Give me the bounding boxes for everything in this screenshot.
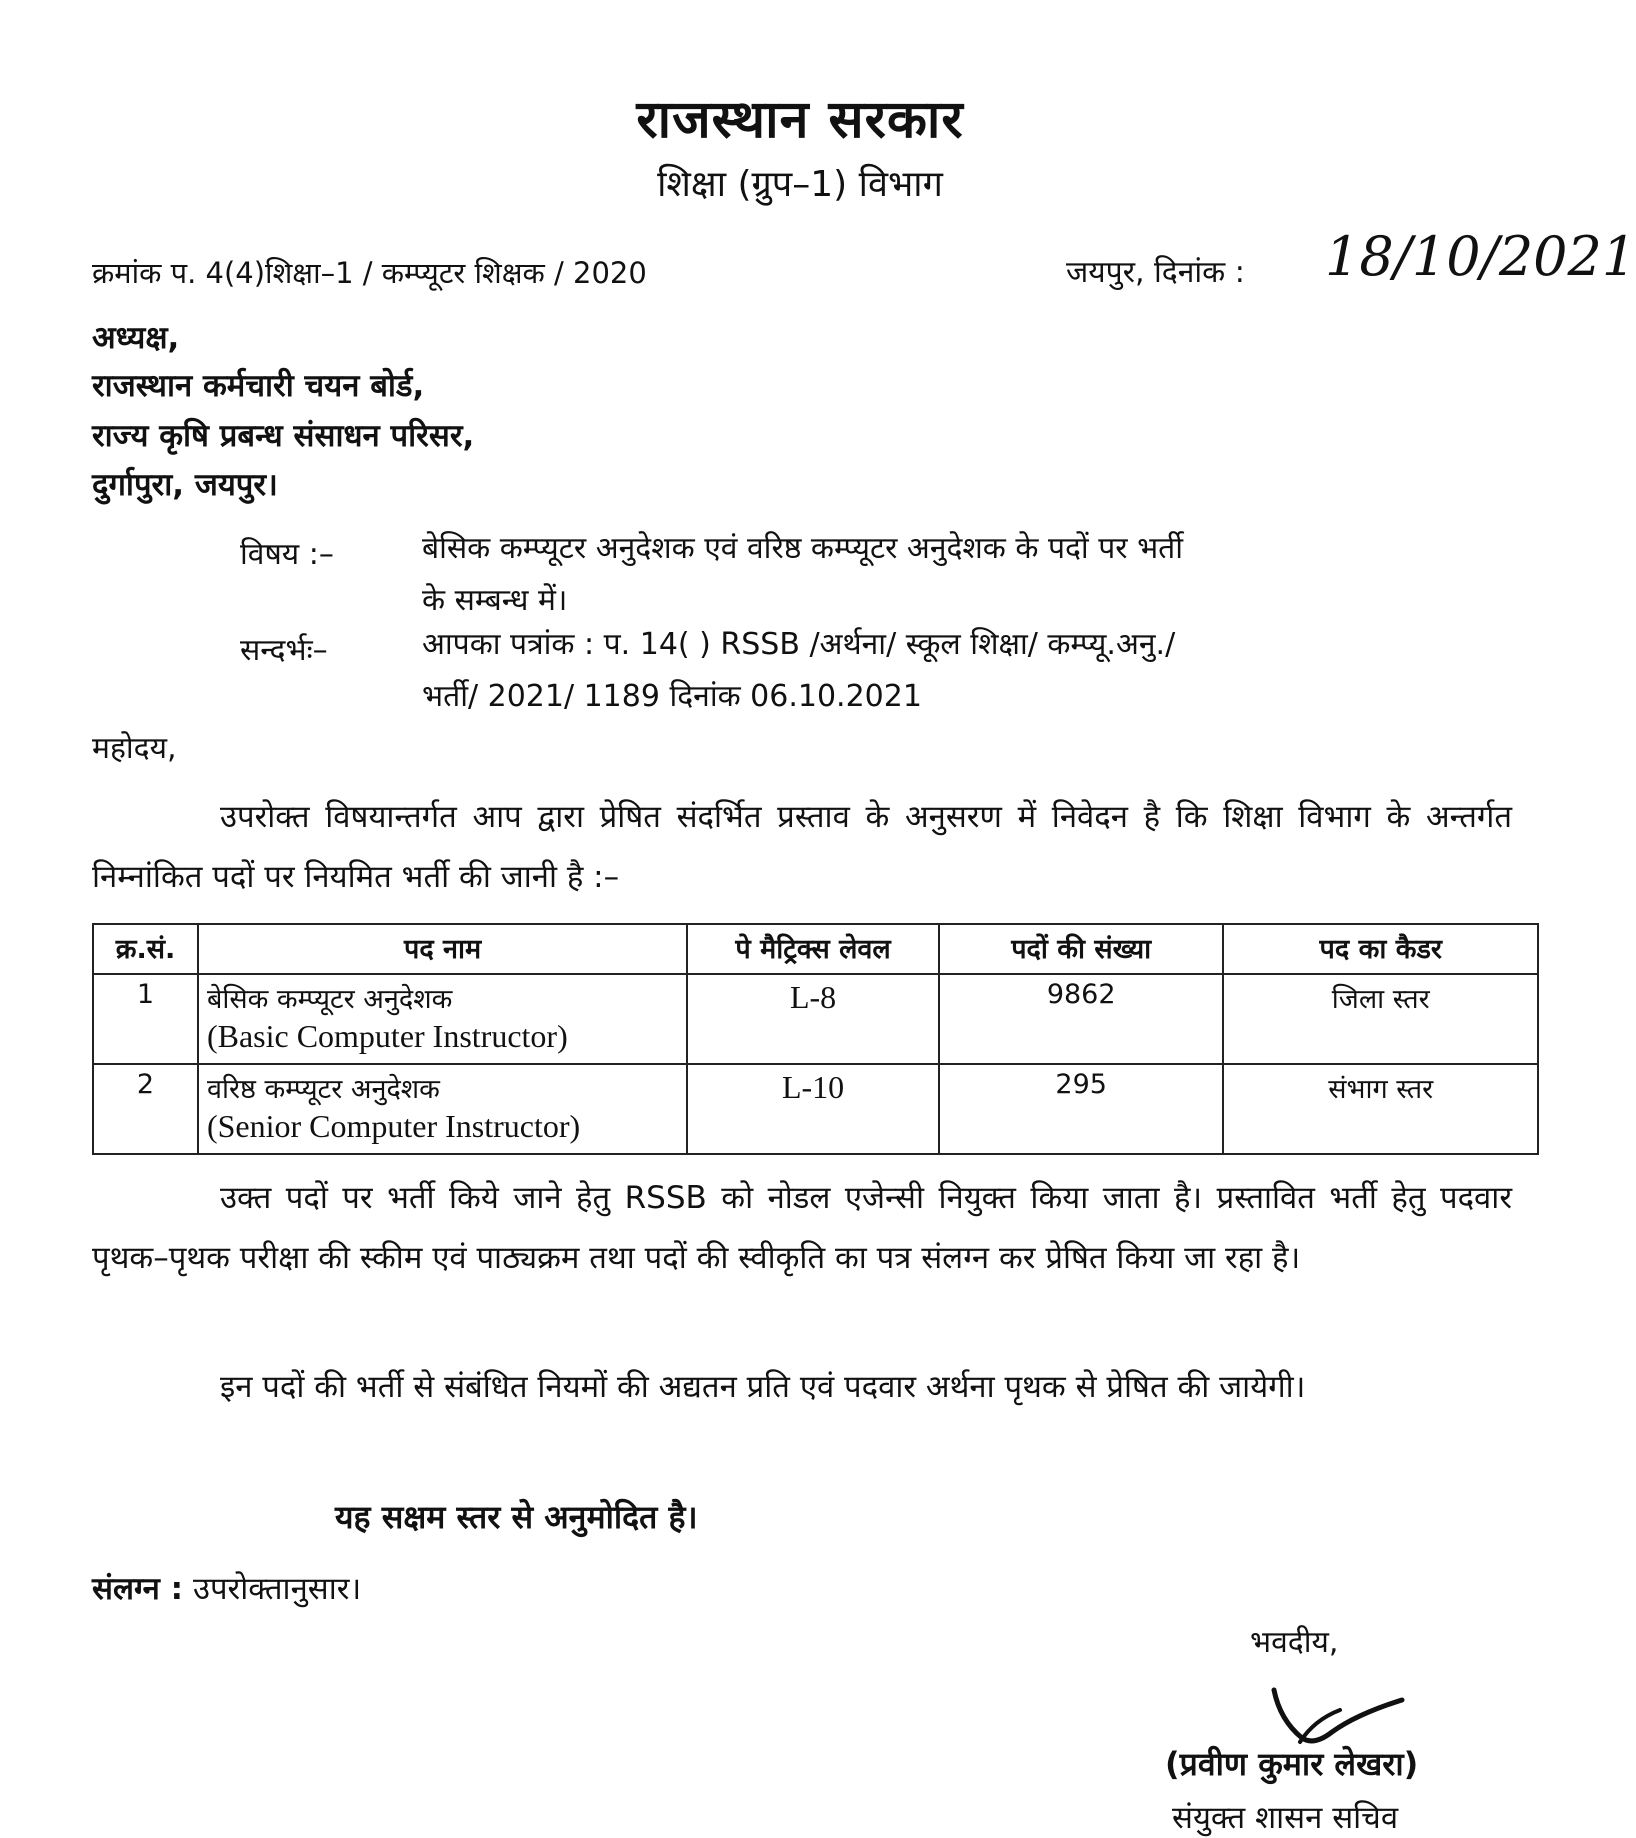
subject-label: विषय :–	[240, 537, 334, 572]
department-title: शिक्षा (ग्रुप–1) विभाग	[657, 164, 943, 205]
cell-post-name	[198, 974, 687, 1064]
table-row	[93, 974, 1538, 1064]
intro-paragraph: उपरोक्त विषयान्तर्गत आप द्वारा प्रेषित संदर्भित प्रस्ताव के अनुसरण में निवेदन है कि शिक्षा विभाग के अन्तर्गत निम्नांकित पदों पर नियमित भर्ती की जानी है :–	[92, 799, 1512, 895]
posts-table	[92, 923, 1539, 1155]
cell-cadre: जिला स्तर	[1223, 974, 1538, 1064]
subject-text	[422, 523, 1512, 627]
post-name-english: (Basic Computer Instructor)	[206, 1018, 568, 1054]
reference-line-2: भर्ती/ 2021/ 1189 दिनांक 06.10.2021	[422, 679, 922, 714]
cell-pay-level: L-8	[687, 974, 939, 1064]
place-date-label: जयपुर, दिनांक :	[1066, 255, 1245, 290]
enclosure-label: संलग्न :	[92, 1571, 184, 1607]
addressee-line-1: अध्यक्ष,	[92, 320, 180, 356]
subject-line-2: के सम्बन्ध में।	[422, 583, 568, 618]
header-sno: क्र.सं.	[93, 924, 198, 974]
addressee-line-3: राज्य कृषि प्रबन्ध संसाधन परिसर,	[92, 418, 475, 454]
reference-label: सन्दर्भः–	[240, 633, 328, 668]
table-header-row	[93, 924, 1538, 974]
rules-paragraph: इन पदों की भर्ती से संबंधित नियमों की अद्यतन प्रति एवं पदवार अर्थना पृथक से प्रेषित की जायेगी।	[220, 1369, 1306, 1405]
post-name-hindi: बेसिक कम्प्यूटर अनुदेशक	[206, 984, 453, 1015]
post-name-hindi: वरिष्ठ कम्प्यूटर अनुदेशक	[206, 1074, 440, 1105]
reference-line-1: आपका पत्रांक : प. 14( ) RSSB /अर्थना/ स्कूल शिक्षा/ कम्प्यू.अनु./	[422, 627, 1176, 662]
enclosure	[92, 1567, 361, 1609]
salutation: महोदय,	[92, 731, 177, 766]
enclosure-value: उपरोक्तानुसार।	[192, 1571, 362, 1607]
addressee-line-4: दुर्गापुरा, जयपुर।	[92, 467, 278, 503]
header-pay-level: पे मैट्रिक्स लेवल	[687, 924, 939, 974]
handwritten-date: 18/10/2021	[1325, 225, 1636, 288]
cell-post-count: 295	[939, 1064, 1224, 1154]
cell-sno: 1	[93, 974, 198, 1064]
cell-post-count: 9862	[939, 974, 1224, 1064]
header-post-name: पद नाम	[198, 924, 687, 974]
post-name-english: (Senior Computer Instructor)	[206, 1108, 581, 1144]
cell-sno: 2	[93, 1064, 198, 1154]
order-number: क्रमांक प. 4(4)शिक्षा–1 / कम्प्यूटर शिक्षक / 2020	[92, 256, 647, 290]
signer-name: (प्रवीण कुमार लेखरा)	[1165, 1745, 1419, 1783]
header-post-count: पदों की संख्या	[939, 924, 1224, 974]
subject-line-1: बेसिक कम्प्यूटर अनुदेशक एवं वरिष्ठ कम्प्यूटर अनुदेशक के पदों पर भर्ती	[422, 531, 1184, 566]
reference-text	[422, 619, 1512, 723]
nodal-agency-paragraph: उक्त पदों पर भर्ती किये जाने हेतु RSSB को नोडल एजेन्सी नियुक्त किया जाता है। प्रस्तावित भर्ती हेतु पदवार पृथक–पृथक परीक्षा की स्कीम एवं पाठ्यक्रम तथा पदों की स्वीकृति का पत्र संलग्न कर प्रेषित किया जा रहा है।	[92, 1180, 1512, 1276]
header-cadre: पद का कैडर	[1223, 924, 1538, 974]
table-row	[93, 1064, 1538, 1154]
closing-yours: भवदीय,	[1250, 1625, 1339, 1660]
government-title: राजस्थान सरकार	[636, 90, 964, 150]
cell-cadre: संभाग स्तर	[1223, 1064, 1538, 1154]
addressee-line-2: राजस्थान कर्मचारी चयन बोर्ड,	[92, 368, 425, 404]
cell-post-name	[198, 1064, 687, 1154]
signer-designation: संयुक्त शासन सचिव	[1172, 1800, 1399, 1836]
approval-note: यह सक्षम स्तर से अनुमोदित है।	[335, 1498, 698, 1536]
cell-pay-level: L-10	[687, 1064, 939, 1154]
